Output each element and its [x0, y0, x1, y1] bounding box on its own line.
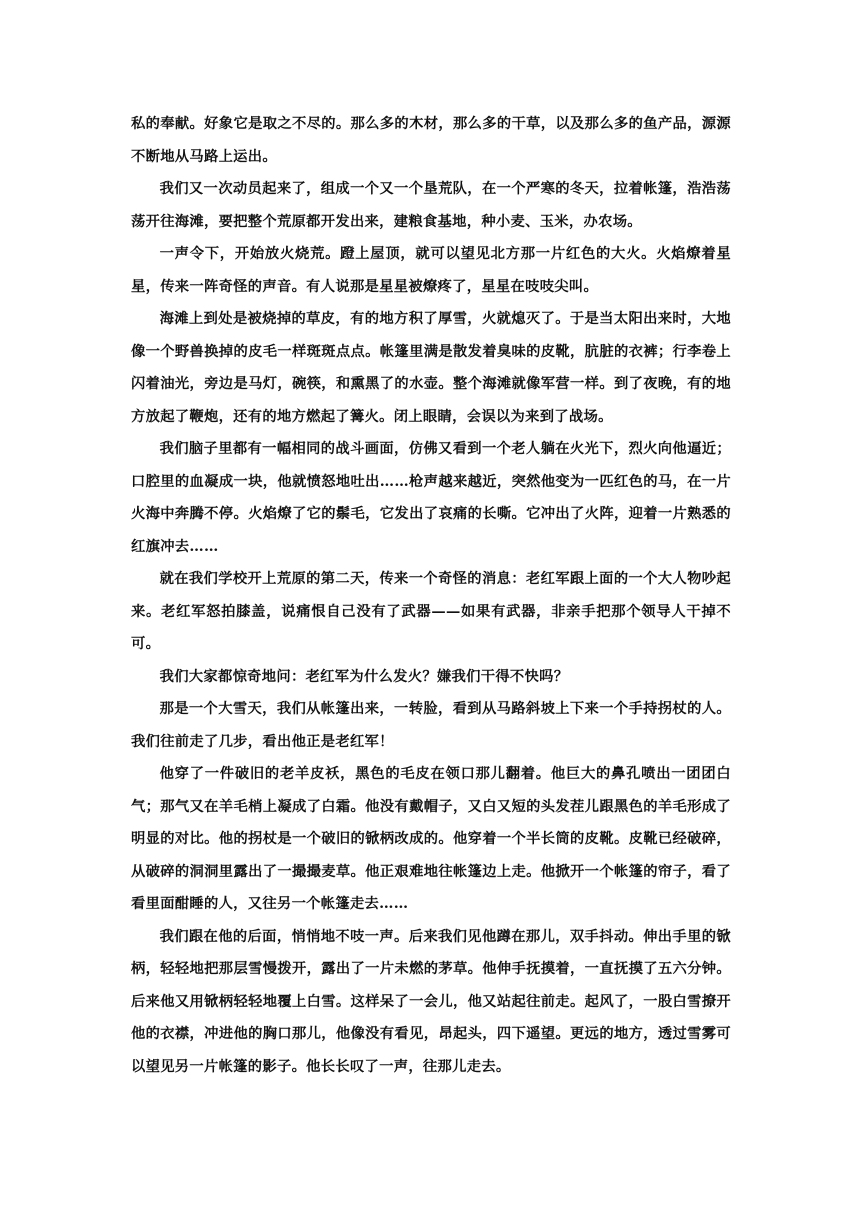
paragraph-3: 一声令下，开始放火烧荒。蹬上屋顶，就可以望见北方那一片红色的大火。火焰燎着星星，传来一阵奇怪的声音。有人说那是星星被燎疼了，星星在吱吱尖叫。	[131, 246, 731, 295]
paragraph-5: 我们脑子里都有一幅相同的战斗画面，仿佛又看到一个老人躺在火光下，烈火向他逼近；口腔里的血凝成一块，他就愤怒地吐出……枪声越来越近，突然他变为一匹红色的马，在一片火海中奔腾不停。火焰燎了它的鬃毛，它发出了哀痛的长嘶。它冲出了火阵，迎着一片熟悉的红旗冲去……	[131, 441, 731, 555]
paragraph-1: 私的奉献。好象它是取之不尽的。那么多的木材，那么多的干草，以及那么多的鱼产品，源源不断地从马路上运出。	[131, 116, 731, 165]
paragraph-4: 海滩上到处是被烧掉的草皮，有的地方积了厚雪，火就熄灭了。于是当太阳出来时，大地像一个野兽换掉的皮毛一样斑斑点点。帐篷里满是散发着臭味的皮靴，肮脏的衣裤；行李卷上闪着油光，旁边是马灯，碗筷，和熏黑了的水壶。整个海滩就像军营一样。到了夜晚，有的地方放起了鞭炮，还有的地方燃起了篝火。闭上眼睛，会误以为来到了战场。	[131, 311, 731, 425]
paragraph-10: 我们跟在他的后面，悄悄地不吱一声。后来我们见他蹲在那儿，双手抖动。伸出手里的锨柄，轻轻地把那层雪慢拨开，露出了一片未燃的茅草。他伸手抚摸着，一直抚摸了五六分钟。后来他又用锨柄轻轻地覆上白雪。这样呆了一会儿，他又站起往前走。起风了，一股白雪撩开他的衣襟，冲进他的胸口那儿，他像没有看见，昂起头，四下遥望。更远的地方，透过雪雾可以望见另一片帐篷的影子。他长长叹了一声，往那儿走去。	[131, 928, 731, 1075]
paragraph-6: 就在我们学校开上荒原的第二天，传来一个奇怪的消息：老红军跟上面的一个大人物吵起来。老红军怒拍膝盖，说痛恨自己没有了武器——如果有武器，非亲手把那个领导人干掉不可。	[131, 571, 731, 652]
paragraph-7: 我们大家都惊奇地问：老红军为什么发火？嫌我们干得不快吗？	[159, 668, 569, 685]
paragraph-2: 我们又一次动员起来了，组成一个又一个垦荒队，在一个严寒的冬天，拉着帐篷，浩浩荡荡开往海滩，要把整个荒原都开发出来，建粮食基地，种小麦、玉米，办农场。	[131, 181, 731, 230]
paragraph-9: 他穿了一件破旧的老羊皮袄，黑色的毛皮在领口那儿翻着。他巨大的鼻孔喷出一团团白气；那气又在羊毛梢上凝成了白霜。他没有戴帽子，又白又短的头发茬儿跟黑色的羊毛形成了明显的对比。他的拐杖是一个破旧的锨柄改成的。他穿着一个半长筒的皮靴。皮靴已经破碎，从破碎的洞洞里露出了一撮撮麦草。他正艰难地往帐篷边上走。他掀开一个帐篷的帘子，看了看里面酣睡的人，又往另一个帐篷走去……	[131, 766, 731, 912]
paragraph-8: 那是一个大雪天，我们从帐篷出来，一转脸，看到从马路斜坡上下来一个手持拐杖的人。我们往前走了几步，看出他正是老红军！	[131, 701, 731, 750]
article-body	[131, 108, 731, 1083]
